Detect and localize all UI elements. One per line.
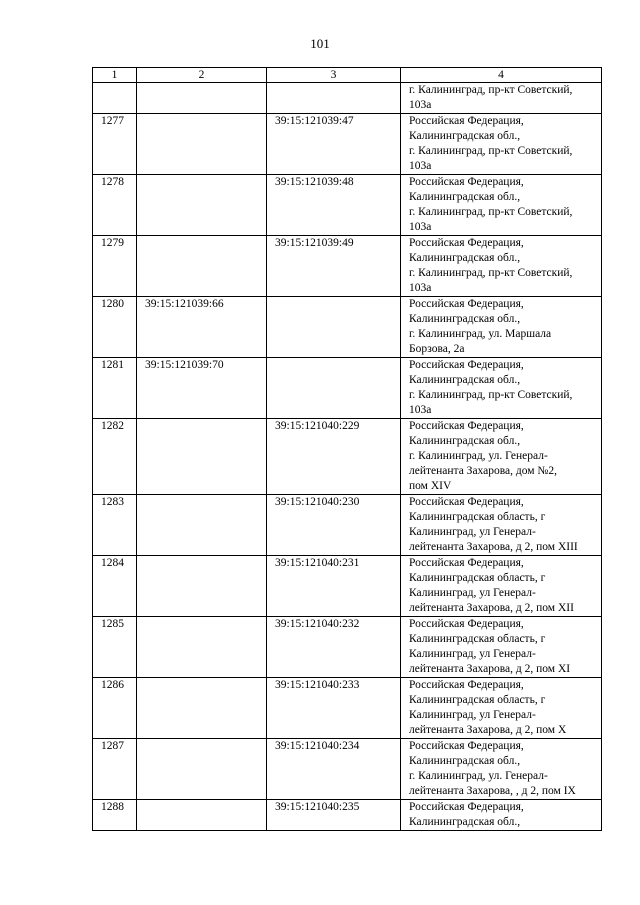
address-cell: Российская Федерация, Калининградская обл., г. Калининград, ул. Генерал- лейтенанта Захарова, , д 2, пом IX bbox=[401, 739, 602, 800]
header-col-1: 1 bbox=[93, 68, 137, 83]
table-row bbox=[93, 358, 602, 419]
address-cell: Российская Федерация, Калининградская обл., г. Калининград, пр-кт Советский, 103а bbox=[401, 175, 602, 236]
table-row bbox=[93, 495, 602, 556]
cadastral-number-col2 bbox=[137, 495, 267, 556]
row-number: 1287 bbox=[93, 739, 137, 800]
address-cell: Российская Федерация, Калининградская обл., bbox=[401, 800, 602, 831]
table-row bbox=[93, 419, 602, 495]
table-row bbox=[93, 617, 602, 678]
cadastral-number-col2 bbox=[137, 556, 267, 617]
table-row bbox=[93, 556, 602, 617]
header-col-4: 4 bbox=[401, 68, 602, 83]
cadastral-number-col3: 39:15:121040:235 bbox=[267, 800, 401, 831]
cadastral-number-col2 bbox=[137, 236, 267, 297]
cadastral-number-col2: 39:15:121039:70 bbox=[137, 358, 267, 419]
registry-table bbox=[92, 67, 602, 831]
address-cell: Российская Федерация, Калининградская обл., г. Калининград, ул. Генерал- лейтенанта Захарова, дом №2, пом XIV bbox=[401, 419, 602, 495]
table-header bbox=[93, 68, 602, 83]
row-number: 1284 bbox=[93, 556, 137, 617]
cadastral-number-col3: 39:15:121040:233 bbox=[267, 678, 401, 739]
header-col-2: 2 bbox=[137, 68, 267, 83]
row-number: 1288 bbox=[93, 800, 137, 831]
row-number: 1280 bbox=[93, 297, 137, 358]
row-number: 1286 bbox=[93, 678, 137, 739]
cadastral-number-col3: 39:15:121040:230 bbox=[267, 495, 401, 556]
header-row bbox=[93, 68, 602, 83]
address-cell: г. Калининград, пр-кт Советский, 103а bbox=[401, 83, 602, 114]
cadastral-number-col2 bbox=[137, 739, 267, 800]
page-number: 101 bbox=[310, 36, 330, 51]
address-cell: Российская Федерация, Калининградская обл., г. Калининград, пр-кт Советский, 103а bbox=[401, 114, 602, 175]
address-cell: Российская Федерация, Калининградская область, г Калининград, ул Генерал- лейтенанта Захарова, д 2, пом X bbox=[401, 678, 602, 739]
address-cell: Российская Федерация, Калининградская область, г Калининград, ул Генерал- лейтенанта Захарова, д 2, пом XIII bbox=[401, 495, 602, 556]
table-row bbox=[93, 800, 602, 831]
address-cell: Российская Федерация, Калининградская обл., г. Калининград, пр-кт Советский, 103а bbox=[401, 358, 602, 419]
cadastral-number-col2 bbox=[137, 175, 267, 236]
header-col-3: 3 bbox=[267, 68, 401, 83]
cadastral-number-col3: 39:15:121040:229 bbox=[267, 419, 401, 495]
address-cell: Российская Федерация, Калининградская обл., г. Калининград, пр-кт Советский, 103а bbox=[401, 236, 602, 297]
cadastral-number-col3: 39:15:121040:234 bbox=[267, 739, 401, 800]
table-row bbox=[93, 297, 602, 358]
row-number: 1285 bbox=[93, 617, 137, 678]
address-cell: Российская Федерация, Калининградская область, г Калининград, ул Генерал- лейтенанта Захарова, д 2, пом XII bbox=[401, 556, 602, 617]
cadastral-number-col3: 39:15:121040:231 bbox=[267, 556, 401, 617]
cadastral-number-col2 bbox=[137, 83, 267, 114]
table-row bbox=[93, 739, 602, 800]
cadastral-number-col2 bbox=[137, 678, 267, 739]
cadastral-number-col3 bbox=[267, 83, 401, 114]
address-cell: Российская Федерация, Калининградская обл., г. Калининград, ул. Маршала Борзова, 2а bbox=[401, 297, 602, 358]
row-number: 1282 bbox=[93, 419, 137, 495]
row-number bbox=[93, 83, 137, 114]
cadastral-number-col3: 39:15:121039:48 bbox=[267, 175, 401, 236]
table-row bbox=[93, 175, 602, 236]
table-row bbox=[93, 83, 602, 114]
table-body bbox=[93, 83, 602, 831]
cadastral-number-col3 bbox=[267, 358, 401, 419]
address-cell: Российская Федерация, Калининградская область, г Калининград, ул Генерал- лейтенанта Захарова, д 2, пом XI bbox=[401, 617, 602, 678]
row-number: 1278 bbox=[93, 175, 137, 236]
cadastral-number-col3: 39:15:121039:49 bbox=[267, 236, 401, 297]
table-row bbox=[93, 236, 602, 297]
cadastral-number-col3: 39:15:121039:47 bbox=[267, 114, 401, 175]
row-number: 1281 bbox=[93, 358, 137, 419]
cadastral-number-col2: 39:15:121039:66 bbox=[137, 297, 267, 358]
table-row bbox=[93, 114, 602, 175]
row-number: 1277 bbox=[93, 114, 137, 175]
cadastral-number-col3: 39:15:121040:232 bbox=[267, 617, 401, 678]
cadastral-number-col2 bbox=[137, 800, 267, 831]
cadastral-number-col3 bbox=[267, 297, 401, 358]
cadastral-number-col2 bbox=[137, 617, 267, 678]
cadastral-number-col2 bbox=[137, 419, 267, 495]
cadastral-number-col2 bbox=[137, 114, 267, 175]
row-number: 1279 bbox=[93, 236, 137, 297]
row-number: 1283 bbox=[93, 495, 137, 556]
table-row bbox=[93, 678, 602, 739]
